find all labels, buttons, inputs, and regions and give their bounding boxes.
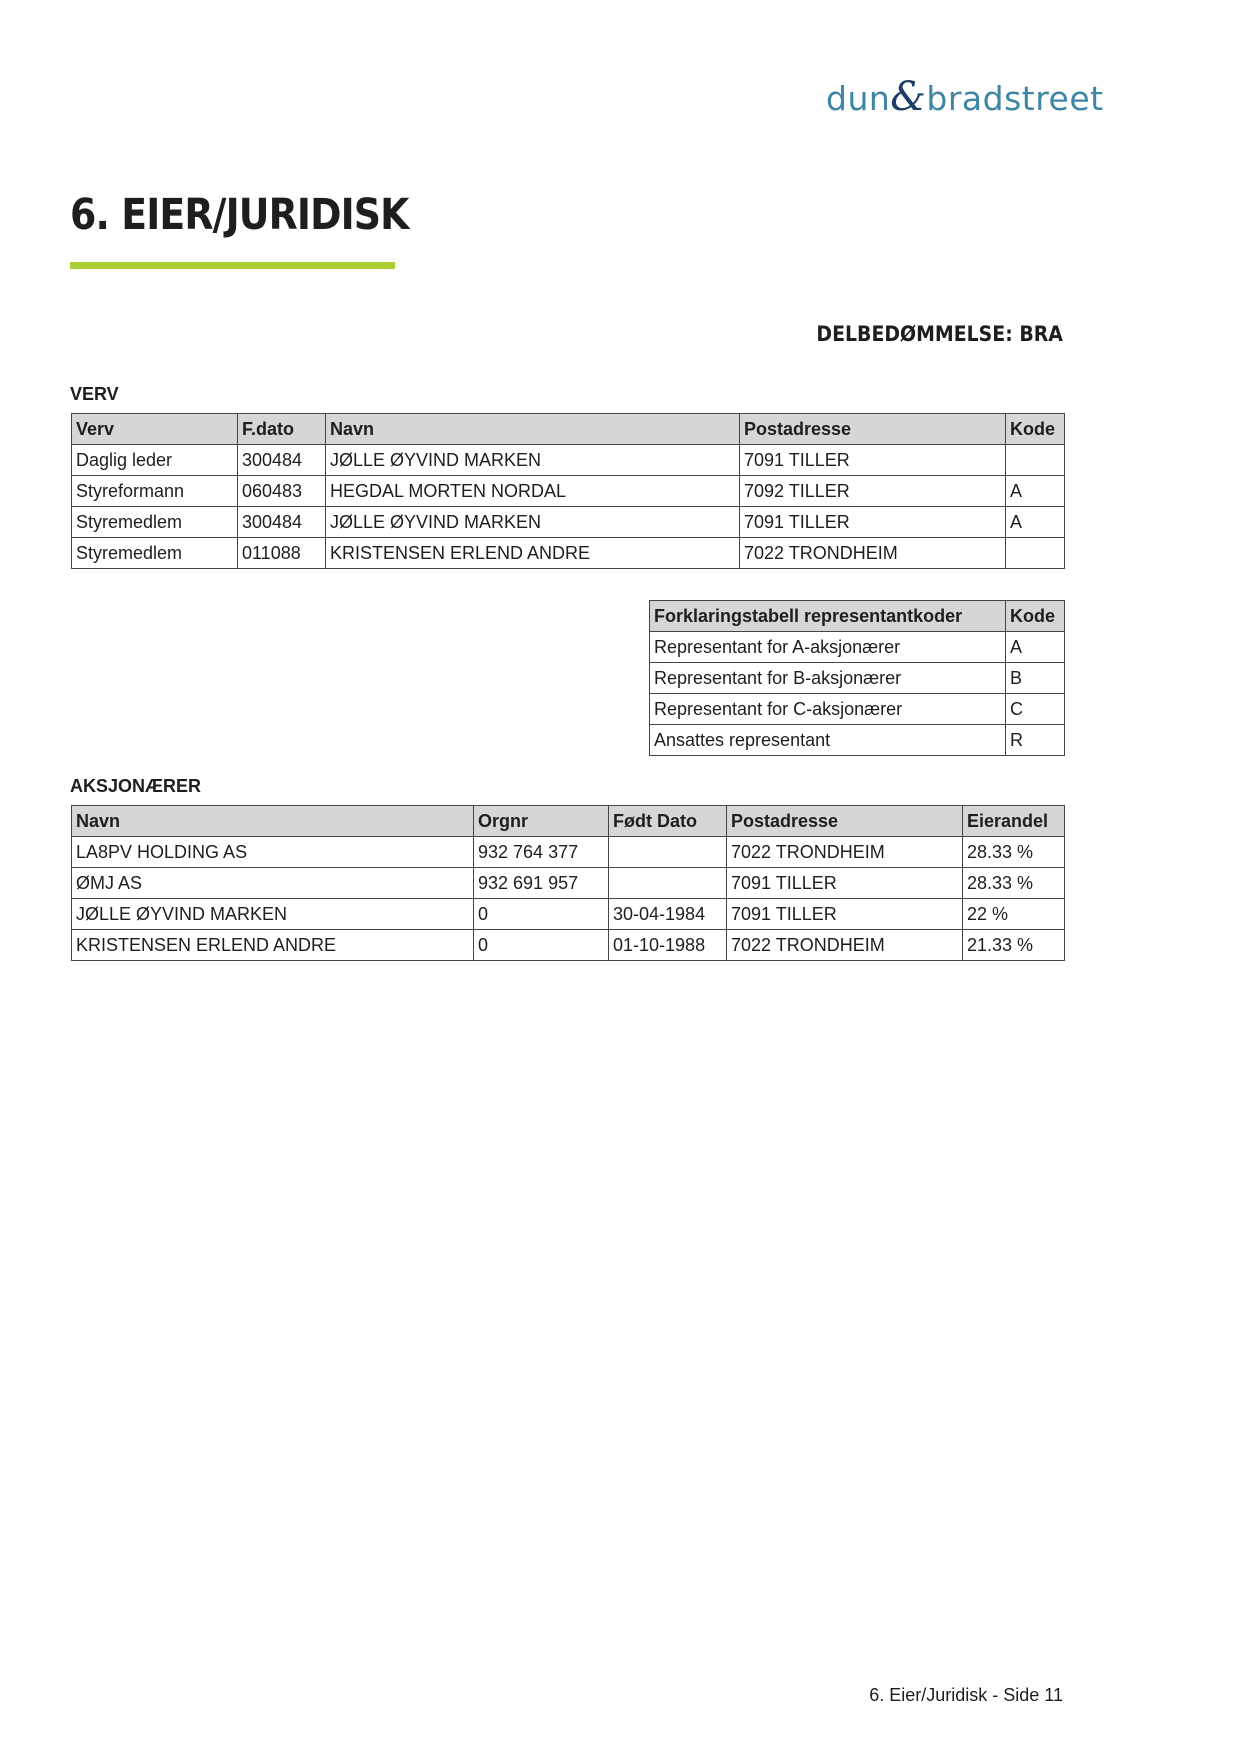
table-cell: A <box>1006 632 1065 663</box>
table-cell: 7091 TILLER <box>727 899 963 930</box>
table-cell: Representant for C-aksjonærer <box>650 694 1006 725</box>
column-header: Navn <box>72 806 474 837</box>
logo-ampersand: & <box>890 74 927 120</box>
table-cell: KRISTENSEN ERLEND ANDRE <box>72 930 474 961</box>
table-row <box>72 899 1065 930</box>
table-header-row <box>650 601 1065 632</box>
table-cell: C <box>1006 694 1065 725</box>
column-header: Navn <box>326 414 740 445</box>
column-header: Kode <box>1006 414 1065 445</box>
table-cell: 932 691 957 <box>474 868 609 899</box>
table-cell: Styremedlem <box>72 507 238 538</box>
title-underline <box>70 262 395 269</box>
table-cell: 300484 <box>238 445 326 476</box>
table-cell <box>1006 445 1065 476</box>
table-cell: 0 <box>474 899 609 930</box>
table-row <box>650 694 1065 725</box>
table-row <box>650 663 1065 694</box>
representative-codes-table <box>649 600 1065 756</box>
rating-label: DELBEDØMMELSE: BRA <box>816 322 1063 346</box>
table-cell: 300484 <box>238 507 326 538</box>
table-cell: 28.33 % <box>963 837 1065 868</box>
logo-text-bradstreet: bradstreet <box>926 79 1104 118</box>
verv-section-label: VERV <box>70 384 119 404</box>
table-row <box>72 476 1065 507</box>
table-cell: Daglig leder <box>72 445 238 476</box>
table-row <box>72 868 1065 899</box>
table-cell: JØLLE ØYVIND MARKEN <box>326 507 740 538</box>
table-row <box>72 445 1065 476</box>
table-cell: LA8PV HOLDING AS <box>72 837 474 868</box>
table-cell: 30-04-1984 <box>609 899 727 930</box>
table-cell <box>1006 538 1065 569</box>
column-header: Postadresse <box>727 806 963 837</box>
table-cell: 28.33 % <box>963 868 1065 899</box>
table-cell: 011088 <box>238 538 326 569</box>
table-cell: JØLLE ØYVIND MARKEN <box>72 899 474 930</box>
shareholders-table <box>71 805 1065 961</box>
column-header: Orgnr <box>474 806 609 837</box>
table-cell: R <box>1006 725 1065 756</box>
logo-text-dun: dun <box>826 79 891 118</box>
table-cell: B <box>1006 663 1065 694</box>
table-cell: Styremedlem <box>72 538 238 569</box>
page-title: 6. EIER/JURIDISK <box>70 190 409 240</box>
table-row <box>650 725 1065 756</box>
verv-table <box>71 413 1065 569</box>
table-cell: JØLLE ØYVIND MARKEN <box>326 445 740 476</box>
column-header: Forklaringstabell representantkoder <box>650 601 1006 632</box>
table-cell <box>609 868 727 899</box>
table-cell: HEGDAL MORTEN NORDAL <box>326 476 740 507</box>
column-header: Postadresse <box>740 414 1006 445</box>
table-cell: 22 % <box>963 899 1065 930</box>
table-cell: Ansattes representant <box>650 725 1006 756</box>
table-header-row <box>72 414 1065 445</box>
page-footer: 6. Eier/Juridisk - Side 11 <box>869 1685 1063 1705</box>
table-row <box>72 538 1065 569</box>
table-cell: Representant for A-aksjonærer <box>650 632 1006 663</box>
dun-bradstreet-logo <box>826 74 1104 124</box>
table-cell: 01-10-1988 <box>609 930 727 961</box>
column-header: Kode <box>1006 601 1065 632</box>
table-cell: 7091 TILLER <box>727 868 963 899</box>
table-cell: ØMJ AS <box>72 868 474 899</box>
table-cell: A <box>1006 476 1065 507</box>
shareholders-section-label: AKSJONÆRER <box>70 776 202 796</box>
table-cell: Styreformann <box>72 476 238 507</box>
table-cell: 7022 TRONDHEIM <box>727 930 963 961</box>
column-header: Verv <box>72 414 238 445</box>
table-cell: A <box>1006 507 1065 538</box>
table-cell: 060483 <box>238 476 326 507</box>
table-cell: 7022 TRONDHEIM <box>740 538 1006 569</box>
table-row <box>650 632 1065 663</box>
column-header: Født Dato <box>609 806 727 837</box>
table-row <box>72 930 1065 961</box>
table-row <box>72 507 1065 538</box>
table-row <box>72 837 1065 868</box>
column-header: F.dato <box>238 414 326 445</box>
table-cell: KRISTENSEN ERLEND ANDRE <box>326 538 740 569</box>
table-cell: Representant for B-aksjonærer <box>650 663 1006 694</box>
table-cell: 932 764 377 <box>474 837 609 868</box>
table-cell: 0 <box>474 930 609 961</box>
table-cell: 7022 TRONDHEIM <box>727 837 963 868</box>
table-header-row <box>72 806 1065 837</box>
table-cell: 21.33 % <box>963 930 1065 961</box>
table-cell: 7091 TILLER <box>740 445 1006 476</box>
table-cell: 7091 TILLER <box>740 507 1006 538</box>
table-cell <box>609 837 727 868</box>
table-cell: 7092 TILLER <box>740 476 1006 507</box>
column-header: Eierandel <box>963 806 1065 837</box>
